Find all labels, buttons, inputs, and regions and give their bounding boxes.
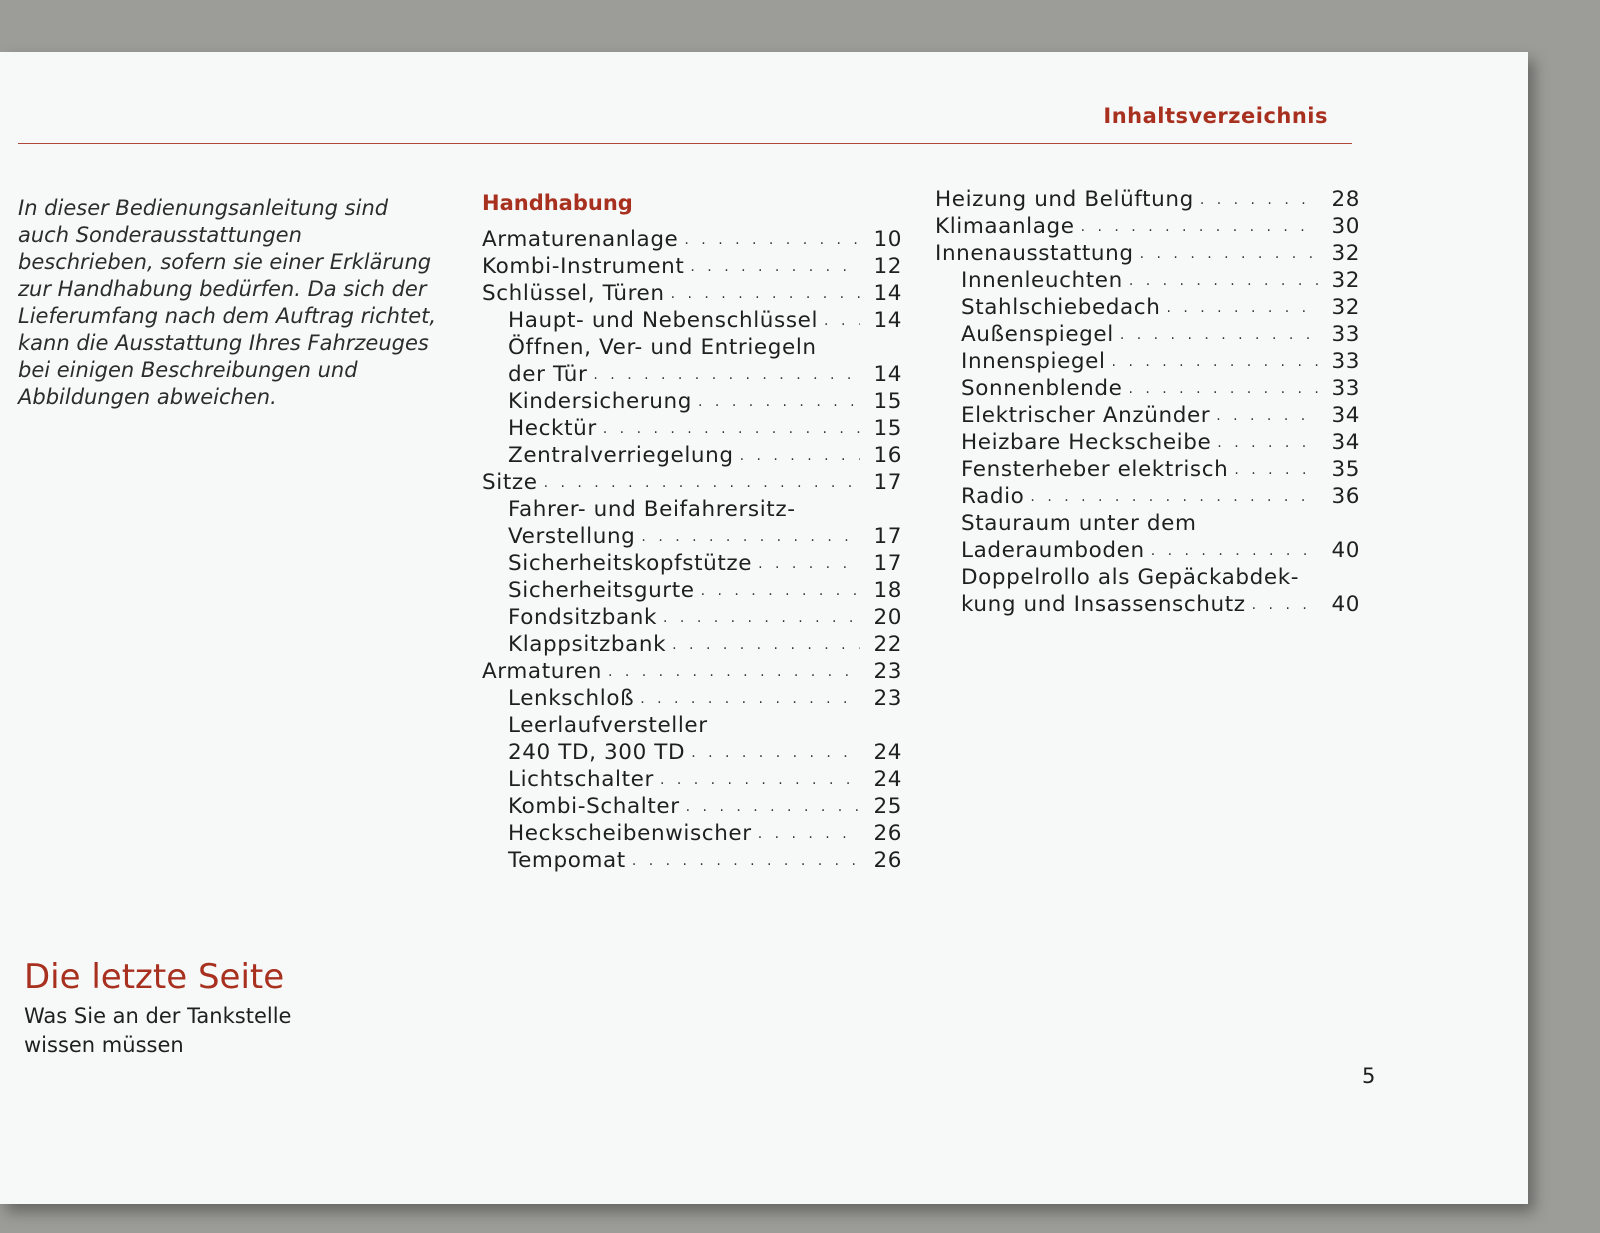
toc-entry-label: Fensterheber elektrisch (961, 457, 1229, 482)
toc-leader-dots (1166, 300, 1318, 316)
toc-entry-page: 36 (1331, 484, 1360, 509)
toc-entry (482, 846, 902, 873)
toc-entry (482, 765, 902, 792)
toc-leader-dots (740, 448, 860, 464)
toc-entry (935, 374, 1360, 401)
toc-leader-dots (1151, 543, 1318, 559)
toc-entry-label: Kombi-Schalter (508, 794, 680, 819)
toc-entry-label: Schlüssel, Türen (482, 281, 665, 306)
section-heading-handhabung: Handhabung (482, 191, 633, 215)
toc-entry (482, 414, 902, 441)
toc-entry (482, 387, 902, 414)
toc-entry (935, 401, 1360, 428)
toc-entry (482, 495, 902, 522)
toc-entry-label: Tempomat (508, 848, 626, 873)
toc-entry-label: Doppelrollo als Gepäckabdek- (961, 565, 1300, 590)
toc-leader-dots (603, 421, 860, 437)
toc-entry-page: 14 (873, 281, 902, 306)
last-page-text (24, 1002, 364, 1060)
toc-leader-dots (758, 826, 860, 842)
toc-entry-label: Fondsitzbank (508, 605, 658, 630)
toc-leader-dots (1112, 354, 1318, 370)
toc-leader-dots (690, 259, 860, 275)
toc-entry-label: Leerlaufversteller (508, 713, 708, 738)
toc-entry-label: Sicherheitsgurte (508, 578, 695, 603)
last-page-title: Die letzte Seite (24, 957, 285, 997)
toc-entry-page: 17 (873, 551, 902, 576)
toc-entry-page: 23 (873, 686, 902, 711)
toc-entry-page: 24 (873, 740, 902, 765)
toc-entry-label: Öffnen, Ver- und Entriegeln (508, 335, 817, 360)
intro-text: In dieser Bedienungsanleitung sind auch Sonderausstattungen beschrieben, sofern sie einer Erklärung zur Handhabung bedürfen. Da sich der Lieferumfang nach dem Auftrag richtet, kann die Ausstattung Ihres Fahrzeuges bei einigen Beschreibungen und Abbildungen abweichen. (18, 196, 437, 409)
last-page-text-line: wissen müssen (24, 1033, 184, 1057)
toc-leader-dots (1128, 381, 1318, 397)
toc-entry-label: Innenspiegel (961, 349, 1106, 374)
toc-leader-dots (1129, 273, 1318, 289)
toc-entry-page: 24 (873, 767, 902, 792)
toc-entry-page: 12 (873, 254, 902, 279)
toc-entry-label: Sonnenblende (961, 376, 1123, 401)
toc-entry-page: 20 (873, 605, 902, 630)
toc-entry (935, 590, 1360, 617)
toc-leader-dots (684, 232, 860, 248)
toc-entry-page: 34 (1331, 403, 1360, 428)
toc-entry-page: 33 (1331, 376, 1360, 401)
toc-entry-label: Lenkschloß (508, 686, 635, 711)
toc-entry-label: Heizung und Belüftung (935, 187, 1194, 212)
toc-entry-label: Laderaumboden (961, 538, 1145, 563)
document-page (0, 52, 1528, 1204)
toc-entry-page: 14 (873, 362, 902, 387)
toc-entry-label: Außenspiegel (961, 322, 1114, 347)
toc-entry-page: 26 (873, 848, 902, 873)
toc-entry (482, 630, 902, 657)
toc-entry-label: Fahrer- und Beifahrersitz- (508, 497, 796, 522)
toc-entry-page: 30 (1331, 214, 1360, 239)
toc-entry-label: Innenausstattung (935, 241, 1134, 266)
toc-entry (482, 279, 902, 306)
toc-entry-label: Sicherheitskopfstütze (508, 551, 753, 576)
toc-leader-dots (701, 583, 860, 599)
toc-entry-label: Elektrischer Anzünder (961, 403, 1211, 428)
toc-entry-label: Haupt- und Nebenschlüssel (508, 308, 819, 333)
toc-entry-page: 17 (873, 470, 902, 495)
toc-entry-page: 14 (873, 308, 902, 333)
toc-entry-label: Armaturen (482, 659, 602, 684)
toc-entry-label: Hecktür (508, 416, 597, 441)
toc-entry-label: Heizbare Heckscheibe (961, 430, 1212, 455)
toc-leader-dots (1234, 462, 1318, 478)
toc-entry (935, 212, 1360, 239)
toc-entry (935, 563, 1360, 590)
toc-entry (935, 239, 1360, 266)
toc-entry-page: 33 (1331, 322, 1360, 347)
toc-entry-label: der Tür (508, 362, 588, 387)
toc-entry-label: Kombi-Instrument (482, 254, 685, 279)
toc-entry-page: 32 (1331, 295, 1360, 320)
toc-entry-label: Stauraum unter dem (961, 511, 1197, 536)
toc-leader-dots (663, 610, 860, 626)
toc-entry-page: 15 (873, 416, 902, 441)
toc-entry (935, 482, 1360, 509)
toc-entry-page: 10 (873, 227, 902, 252)
toc-entry-page: 25 (873, 794, 902, 819)
toc-leader-dots (544, 475, 860, 491)
header-title: Inhaltsverzeichnis (1103, 104, 1328, 128)
toc-list-handhabung (482, 225, 902, 873)
toc-entry-label: Heckscheibenwischer (508, 821, 752, 846)
toc-entry-label: Stahlschiebedach (961, 295, 1161, 320)
toc-column-handhabung (482, 191, 902, 873)
toc-entry (482, 819, 902, 846)
toc-entry-label: Radio (961, 484, 1025, 509)
toc-entry-label: Armaturenanlage (482, 227, 679, 252)
toc-entry-label: Klappsitzbank (508, 632, 667, 657)
toc-entry-page: 40 (1331, 538, 1360, 563)
toc-entry-page: 32 (1331, 268, 1360, 293)
toc-leader-dots (686, 799, 860, 815)
toc-leader-dots (632, 853, 860, 869)
toc-leader-dots (671, 286, 860, 302)
toc-entry-page: 17 (873, 524, 902, 549)
toc-leader-dots (691, 745, 860, 761)
toc-entry-page: 15 (873, 389, 902, 414)
toc-entry (935, 509, 1360, 536)
toc-leader-dots (608, 664, 860, 680)
toc-list-ausstattung (935, 185, 1360, 617)
toc-leader-dots (1081, 219, 1318, 235)
toc-entry (935, 266, 1360, 293)
toc-column-ausstattung (935, 185, 1360, 617)
toc-entry (482, 441, 902, 468)
toc-entry (935, 185, 1360, 212)
toc-entry (482, 792, 902, 819)
page-number: 5 (1362, 1064, 1376, 1088)
toc-leader-dots (641, 529, 860, 545)
toc-leader-dots (1140, 246, 1318, 262)
toc-leader-dots (698, 394, 860, 410)
toc-leader-dots (824, 313, 860, 329)
toc-entry-label: 240 TD, 300 TD (508, 740, 686, 765)
toc-entry (935, 320, 1360, 347)
toc-entry-label: kung und Insassenschutz (961, 592, 1246, 617)
toc-entry (482, 549, 902, 576)
toc-entry-label: Lichtschalter (508, 767, 654, 792)
toc-leader-dots (640, 691, 860, 707)
toc-entry-page: 22 (873, 632, 902, 657)
toc-entry (482, 360, 902, 387)
last-page-text-line: Was Sie an der Tankstelle (24, 1004, 292, 1028)
toc-entry (482, 468, 902, 495)
toc-entry-page: 34 (1331, 430, 1360, 455)
toc-entry-page: 23 (873, 659, 902, 684)
toc-entry (935, 536, 1360, 563)
toc-entry (482, 225, 902, 252)
toc-entry (935, 293, 1360, 320)
toc-entry-label: Innenleuchten (961, 268, 1123, 293)
toc-leader-dots (660, 772, 860, 788)
toc-leader-dots (593, 367, 860, 383)
toc-entry (935, 428, 1360, 455)
toc-entry (482, 576, 902, 603)
toc-entry-page: 32 (1331, 241, 1360, 266)
toc-leader-dots (1252, 597, 1318, 613)
toc-entry-page: 40 (1331, 592, 1360, 617)
toc-entry-label: Zentralverriegelung (508, 443, 734, 468)
toc-entry-page: 33 (1331, 349, 1360, 374)
toc-entry (482, 522, 902, 549)
toc-entry-page: 35 (1331, 457, 1360, 482)
toc-leader-dots (672, 637, 860, 653)
toc-entry (482, 657, 902, 684)
toc-entry (482, 684, 902, 711)
toc-entry (482, 306, 902, 333)
toc-entry-label: Sitze (482, 470, 538, 495)
toc-entry (482, 252, 902, 279)
toc-entry-label: Verstellung (508, 524, 636, 549)
toc-entry (482, 603, 902, 630)
toc-leader-dots (1120, 327, 1318, 343)
toc-leader-dots (1217, 435, 1318, 451)
toc-entry (935, 455, 1360, 482)
toc-leader-dots (1216, 408, 1318, 424)
header-rule (18, 143, 1352, 144)
toc-leader-dots (1200, 192, 1318, 208)
toc-entry-label: Klimaanlage (935, 214, 1075, 239)
toc-entry (935, 347, 1360, 374)
toc-entry-page: 18 (873, 578, 902, 603)
toc-entry-page: 28 (1331, 187, 1360, 212)
toc-entry (482, 711, 902, 738)
toc-entry-label: Kindersicherung (508, 389, 693, 414)
toc-entry-page: 26 (873, 821, 902, 846)
toc-entry (482, 333, 902, 360)
toc-entry-page: 16 (873, 443, 902, 468)
toc-leader-dots (758, 556, 860, 572)
toc-leader-dots (1030, 489, 1318, 505)
toc-entry (482, 738, 902, 765)
